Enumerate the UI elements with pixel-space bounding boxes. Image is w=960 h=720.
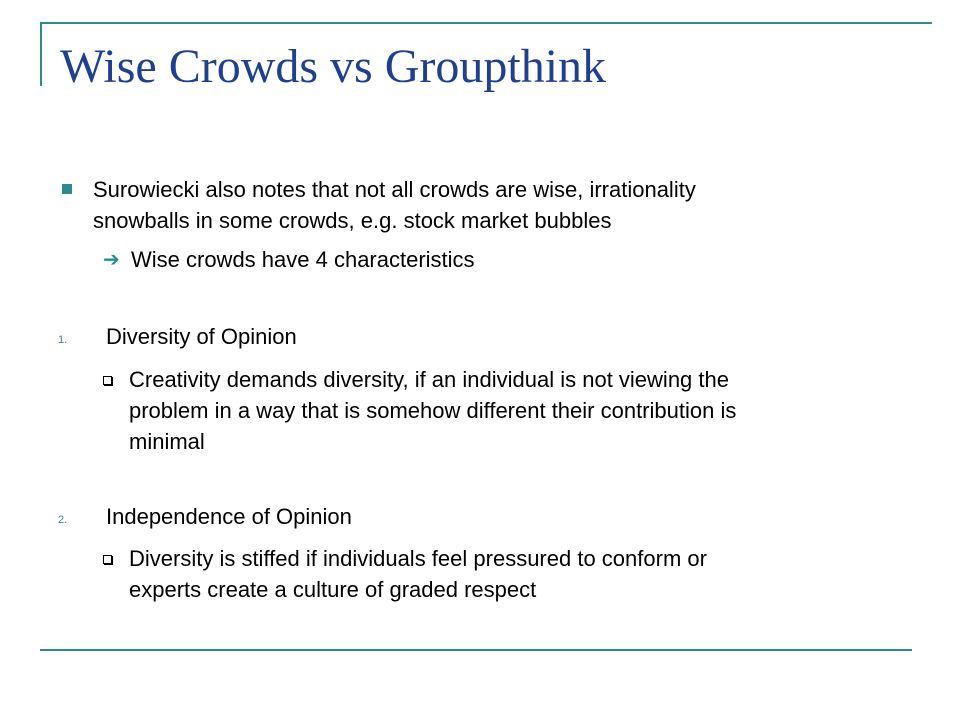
- slide-title: Wise Crowds vs Groupthink: [60, 40, 607, 93]
- item-number: 1.: [58, 334, 68, 346]
- item-detail-line: Creativity demands diversity, if an individual is not viewing the: [129, 367, 729, 392]
- item-detail-line: experts create a culture of graded respect: [129, 577, 537, 602]
- item-detail-line: Diversity is stiffed if individuals feel pressured to conform or: [129, 546, 707, 571]
- item-heading: Independence of Opinion: [106, 504, 352, 529]
- hollow-square-bullet-icon: [103, 555, 112, 564]
- intro-line-2: snowballs in some crowds, e.g. stock market bubbles: [93, 208, 612, 233]
- item-number: 2.: [58, 514, 68, 526]
- item-heading: Diversity of Opinion: [106, 324, 297, 349]
- square-bullet-icon: [62, 184, 72, 194]
- conclusion-text: Wise crowds have 4 characteristics: [131, 247, 475, 272]
- right-arrow-icon: ➔: [103, 247, 120, 271]
- intro-line-1: Surowiecki also notes that not all crowds are wise, irrationality: [93, 177, 696, 202]
- item-detail-line: minimal: [129, 429, 205, 454]
- item-detail-line: problem in a way that is somehow different their contribution is: [129, 398, 737, 423]
- hollow-square-bullet-icon: [103, 376, 112, 385]
